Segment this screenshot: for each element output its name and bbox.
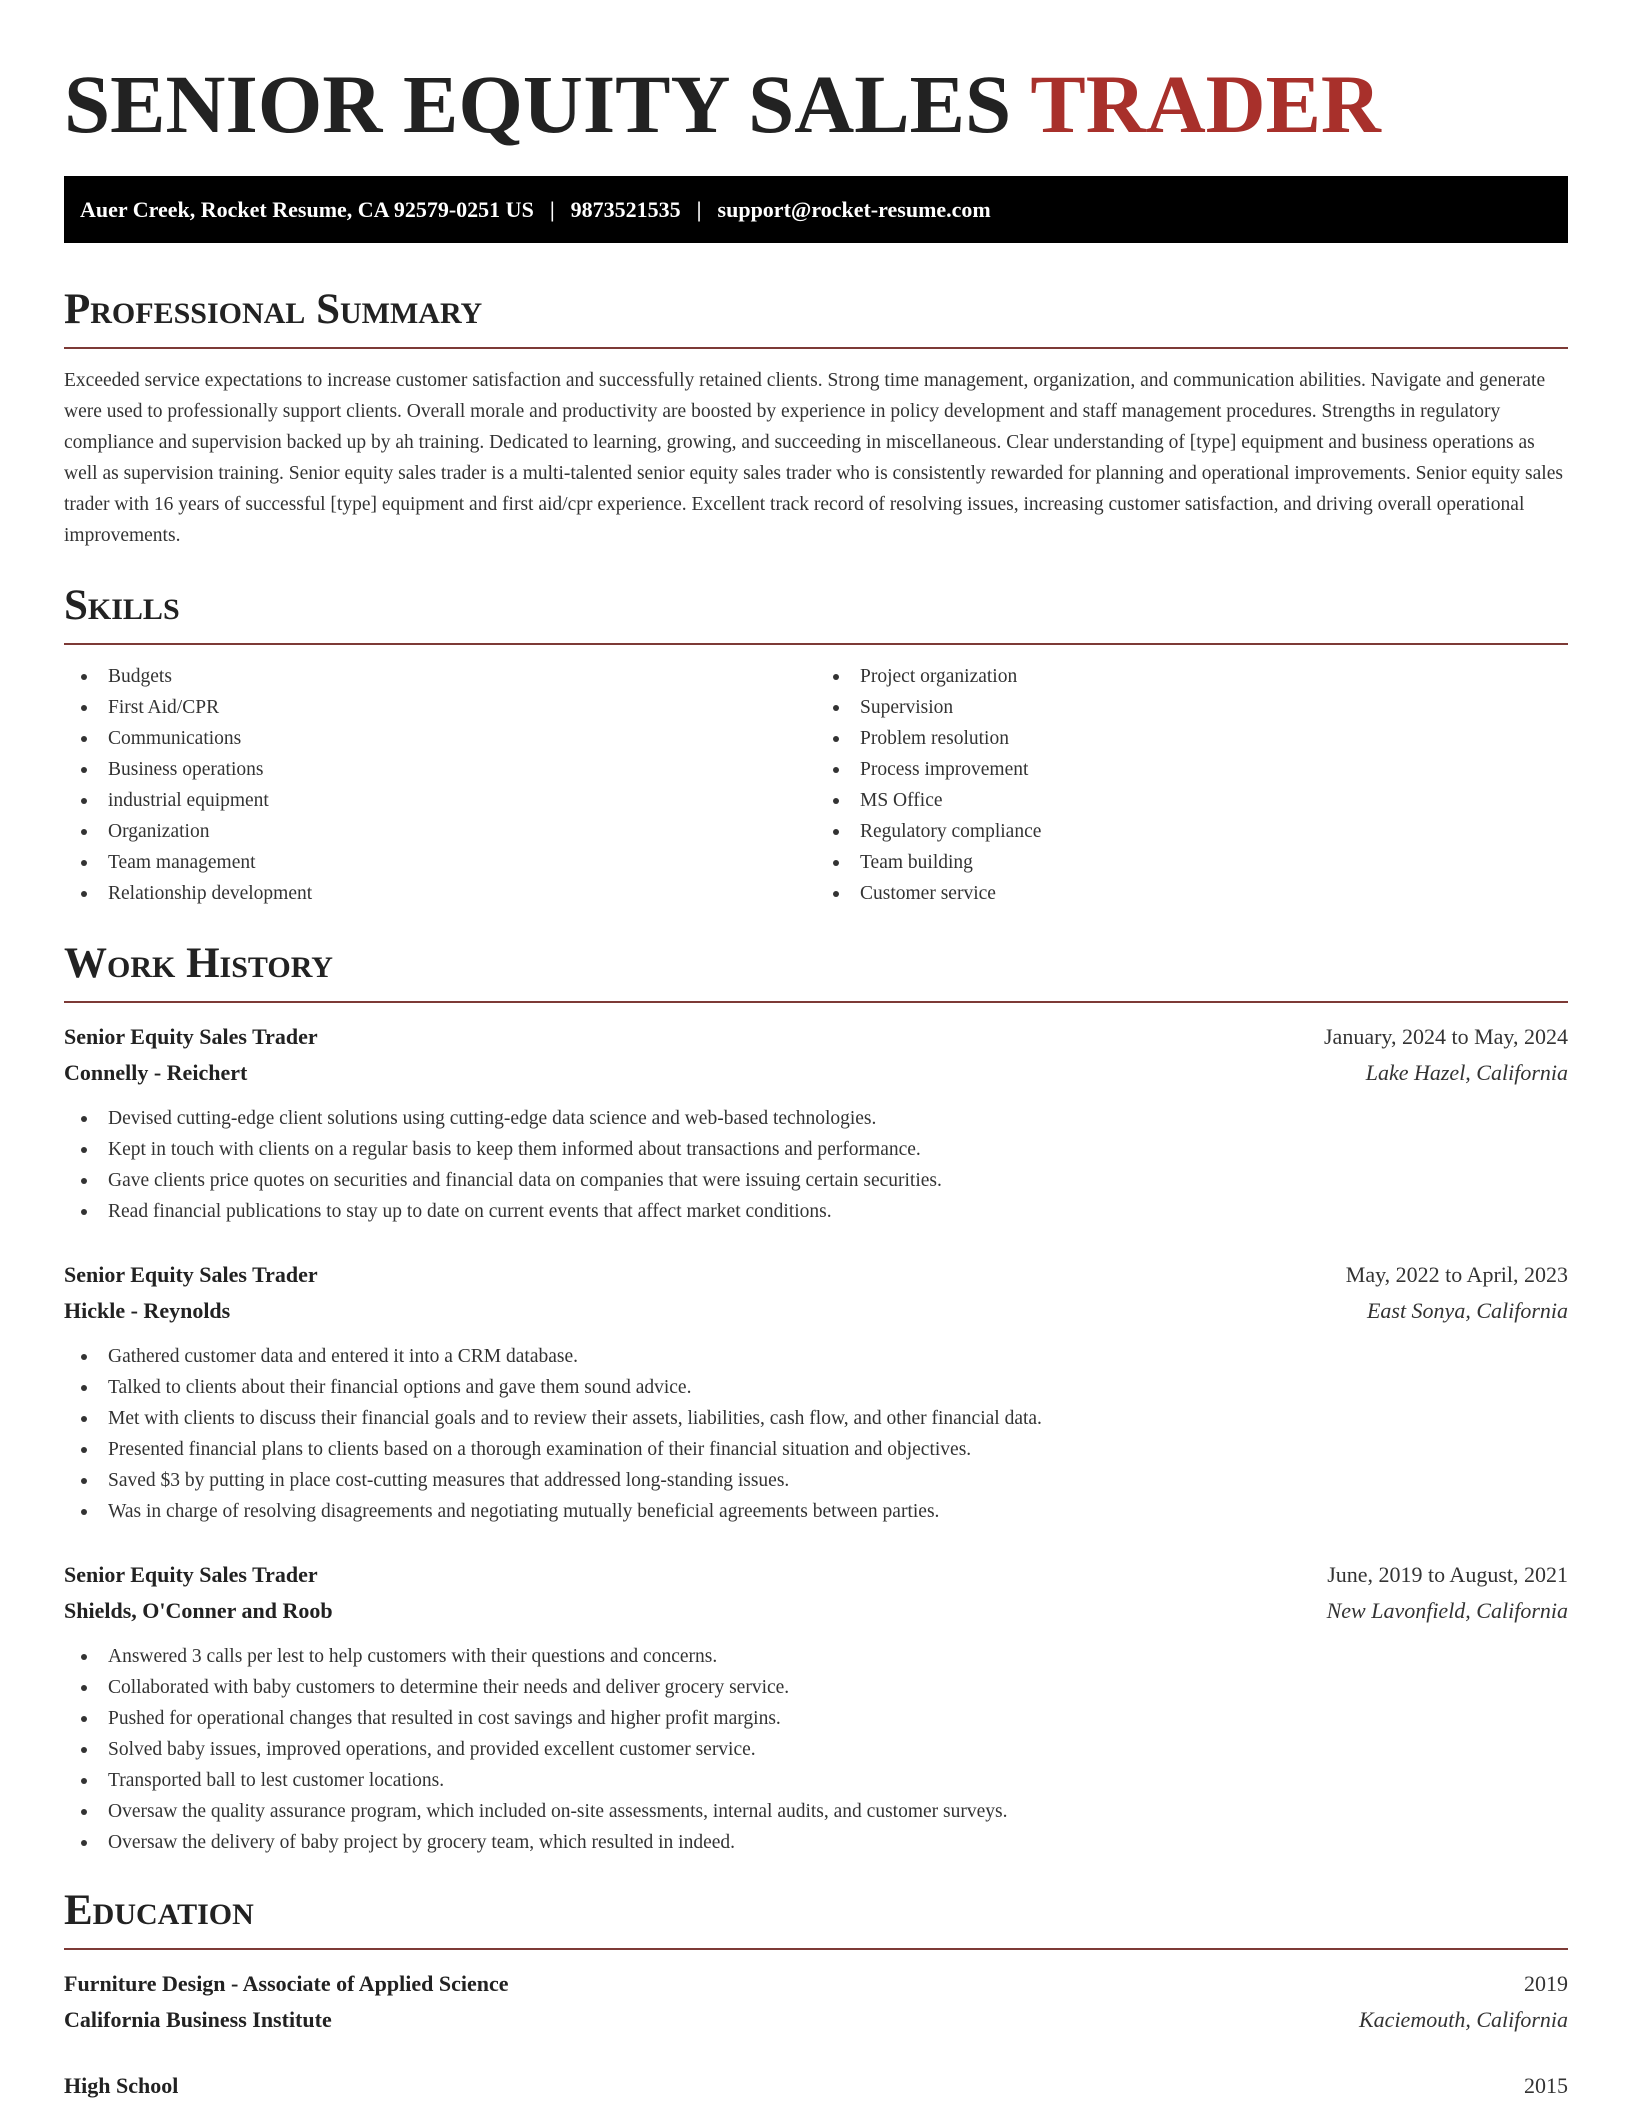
job-company-row xyxy=(64,1293,1568,1329)
job-bullet: Gave clients price quotes on securities and financial data on companies that were issuing certain securities. xyxy=(64,1165,1568,1196)
job-bullet: Pushed for operational changes that resulted in cost savings and higher profit margins. xyxy=(64,1703,1568,1734)
work-history-heading: Work History xyxy=(64,940,333,987)
job-bullet: Presented financial plans to clients based on a thorough examination of their financial situation and objectives. xyxy=(64,1434,1568,1465)
title-main: SENIOR EQUITY SALES xyxy=(64,58,1012,150)
skill-item: Relationship development xyxy=(64,878,816,909)
job-bullet: Kept in touch with clients on a regular basis to keep them informed about transactions and performance. xyxy=(64,1134,1568,1165)
job-bullet: Talked to clients about their financial options and gave them sound advice. xyxy=(64,1372,1568,1403)
skill-item: Process improvement xyxy=(816,754,1568,785)
job-company: Shields, O'Conner and Roob xyxy=(64,1598,333,1623)
job-bullet: Gathered customer data and entered it into a CRM database. xyxy=(64,1341,1568,1372)
job-bullet: Transported ball to lest customer locations. xyxy=(64,1765,1568,1796)
education-location: Kaciemouth, California xyxy=(1359,2007,1568,2032)
job-title: Senior Equity Sales Trader xyxy=(64,1562,318,1587)
job-company: Hickle - Reynolds xyxy=(64,1298,231,1323)
title-accent: TRADER xyxy=(1030,58,1381,150)
education-school: California Business Institute xyxy=(64,2007,332,2032)
skill-item: Organization xyxy=(64,816,816,847)
contact-address: Auer Creek, Rocket Resume, CA 92579-0251 US xyxy=(80,196,534,222)
job-bullet: Answered 3 calls per lest to help customers with their questions and concerns. xyxy=(64,1641,1568,1672)
education-degree: Furniture Design - Associate of Applied Science xyxy=(64,1971,509,1996)
job-company-row xyxy=(64,1055,1568,1091)
section-divider xyxy=(64,1948,1568,1950)
job-bullet: Devised cutting-edge client solutions using cutting-edge data science and web-based technologies. xyxy=(64,1103,1568,1134)
skills-section xyxy=(64,581,1568,909)
skill-item: MS Office xyxy=(816,785,1568,816)
education-section xyxy=(64,1886,1568,2104)
skills-heading: Skills xyxy=(64,582,180,629)
education-header-row xyxy=(64,1966,1568,2002)
job-dates: June, 2019 to August, 2021 xyxy=(1327,1562,1568,1587)
job-bullet: Oversaw the quality assurance program, which included on-site assessments, internal audits, and customer surveys. xyxy=(64,1796,1568,1827)
education-heading: Education xyxy=(64,1887,254,1934)
skills-list-right xyxy=(816,661,1568,909)
job-entry xyxy=(64,1019,1568,1227)
job-bullets xyxy=(64,1341,1568,1527)
job-location: East Sonya, California xyxy=(1366,1298,1568,1323)
job-company-row xyxy=(64,1593,1568,1629)
education-year: 2015 xyxy=(1524,2073,1568,2098)
summary-text: Exceeded service expectations to increase customer satisfaction and successfully retained clients. Strong time management, organization, and communication abilities. Navigate and generate were used to professionally support clients. Overall morale and productivity are boosted by experience in policy development and staff management procedures. Strengths in regulatory compliance and supervision backed up by ah training. Dedicated to learning, growing, and succeeding in miscellaneous. Clear understanding of [type] equipment and business operations as well as supervision training. Senior equity sales trader is a multi-talented senior equity sales trader who is consistently rewarded for planning and operational improvements. Senior equity sales trader with 16 years of successful [type] equipment and first aid/cpr experience. Excellent track record of resolving issues, increasing customer satisfaction, and driving overall operational improvements. xyxy=(64,370,1563,546)
education-header-row xyxy=(64,2068,1568,2104)
job-dates: May, 2022 to April, 2023 xyxy=(1345,1262,1568,1287)
education-school-row xyxy=(64,2002,1568,2038)
job-header-row xyxy=(64,1557,1568,1593)
job-entry xyxy=(64,1557,1568,1858)
contact-separator: | xyxy=(549,196,555,222)
job-bullet: Saved $3 by putting in place cost-cutting measures that addressed long-standing issues. xyxy=(64,1465,1568,1496)
skill-item: Regulatory compliance xyxy=(816,816,1568,847)
job-location: New Lavonfield, California xyxy=(1326,1598,1568,1623)
education-entry xyxy=(64,2068,1568,2104)
contact-bar xyxy=(64,176,1568,243)
skill-item: First Aid/CPR xyxy=(64,692,816,723)
job-bullet: Collaborated with baby customers to determine their needs and deliver grocery service. xyxy=(64,1672,1568,1703)
skill-item: Budgets xyxy=(64,661,816,692)
job-bullet: Was in charge of resolving disagreements and negotiating mutually beneficial agreements between parties. xyxy=(64,1496,1568,1527)
job-bullets xyxy=(64,1103,1568,1227)
section-divider xyxy=(64,347,1568,349)
contact-phone: 9873521535 xyxy=(570,196,681,222)
skill-item: Team management xyxy=(64,847,816,878)
contact-email: support@rocket-resume.com xyxy=(717,196,991,222)
summary-heading: Professional Summary xyxy=(64,286,483,333)
skills-grid xyxy=(64,661,1568,909)
job-bullet: Oversaw the delivery of baby project by grocery team, which resulted in indeed. xyxy=(64,1827,1568,1858)
job-bullet: Solved baby issues, improved operations, and provided excellent customer service. xyxy=(64,1734,1568,1765)
job-title: Senior Equity Sales Trader xyxy=(64,1024,318,1049)
job-entry xyxy=(64,1257,1568,1527)
education-entry xyxy=(64,1966,1568,2038)
job-header-row xyxy=(64,1019,1568,1055)
skill-item: Project organization xyxy=(816,661,1568,692)
skill-item: Problem resolution xyxy=(816,723,1568,754)
contact-separator: | xyxy=(696,196,702,222)
job-bullet: Met with clients to discuss their financial goals and to review their assets, liabilities, cash flow, and other financial data. xyxy=(64,1403,1568,1434)
job-dates: January, 2024 to May, 2024 xyxy=(1324,1024,1568,1049)
job-title: Senior Equity Sales Trader xyxy=(64,1262,318,1287)
education-degree: High School xyxy=(64,2073,179,2098)
resume-title xyxy=(64,56,1568,152)
skill-item: Customer service xyxy=(816,878,1568,909)
education-year: 2019 xyxy=(1524,1971,1568,1996)
skill-item: industrial equipment xyxy=(64,785,816,816)
skills-list-left xyxy=(64,661,816,909)
skill-item: Supervision xyxy=(816,692,1568,723)
section-divider xyxy=(64,643,1568,645)
job-bullets xyxy=(64,1641,1568,1858)
work-history-section xyxy=(64,939,1568,1858)
job-company: Connelly - Reichert xyxy=(64,1060,248,1085)
skill-item: Communications xyxy=(64,723,816,754)
job-header-row xyxy=(64,1257,1568,1293)
skill-item: Business operations xyxy=(64,754,816,785)
skill-item: Team building xyxy=(816,847,1568,878)
job-bullet: Read financial publications to stay up to date on current events that affect market conditions. xyxy=(64,1196,1568,1227)
job-location: Lake Hazel, California xyxy=(1365,1060,1568,1085)
summary-section xyxy=(64,285,1568,551)
section-divider xyxy=(64,1001,1568,1003)
